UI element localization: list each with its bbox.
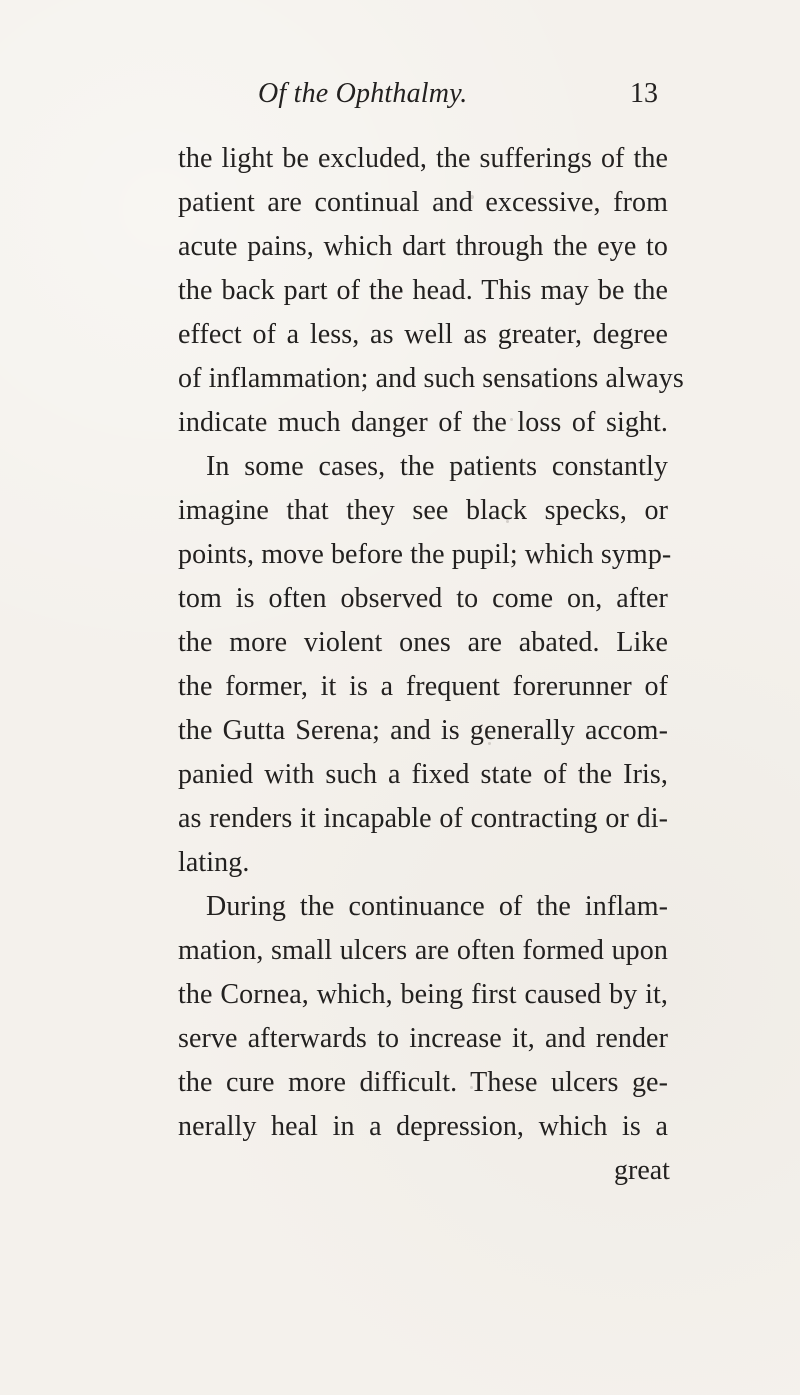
paper-speck (470, 1086, 473, 1089)
text-line-1: the light be excluded, the sufferings of the (178, 143, 668, 174)
paper-speck (488, 742, 491, 745)
text-line-6: of inflammation; and such sensations always (178, 363, 684, 394)
catchword: great (614, 1155, 670, 1186)
text-line-2: patient are continual and excessive, from (178, 187, 668, 218)
text-line-5: effect of a less, as well as greater, degree (178, 319, 668, 350)
running-head-title: Of the Ophthalmy. (258, 78, 468, 109)
text-line-14: the Gutta Serena; and is generally accom- (178, 715, 668, 746)
paper-speck (510, 418, 513, 421)
text-line-20: the Cornea, which, being first caused by it, (178, 979, 668, 1010)
text-line-15: panied with such a fixed state of the Iris, (178, 759, 668, 790)
text-line-7: indicate much danger of the loss of sight. (178, 407, 668, 438)
text-line-23: nerally heal in a depression, which is a (178, 1111, 668, 1142)
text-line-4: the back part of the head. This may be the (178, 275, 668, 306)
text-line-16: as renders it incapable of contracting or di- (178, 803, 668, 834)
paper-speck (497, 247, 500, 250)
text-line-17: lating. (178, 847, 250, 878)
paper-speck (506, 520, 509, 523)
text-line-11: tom is often observed to come on, after (178, 583, 668, 614)
text-line-19: mation, small ulcers are often formed upon (178, 935, 668, 966)
text-line-18: During the continuance of the inflam- (206, 891, 668, 922)
text-line-21: serve afterwards to increase it, and render (178, 1023, 668, 1054)
text-line-8: In some cases, the patients constantly (206, 451, 668, 482)
text-line-3: acute pains, which dart through the eye to (178, 231, 668, 262)
text-line-22: the cure more difficult. These ulcers ge- (178, 1067, 668, 1098)
paper-speck (540, 373, 544, 377)
text-line-10: points, move before the pupil; which symp- (178, 539, 672, 570)
page-number: 13 (630, 78, 658, 109)
text-line-9: imagine that they see black specks, or (178, 495, 668, 526)
text-line-12: the more violent ones are abated. Like (178, 627, 668, 658)
text-line-13: the former, it is a frequent forerunner of (178, 671, 668, 702)
paper-speck (470, 195, 474, 199)
